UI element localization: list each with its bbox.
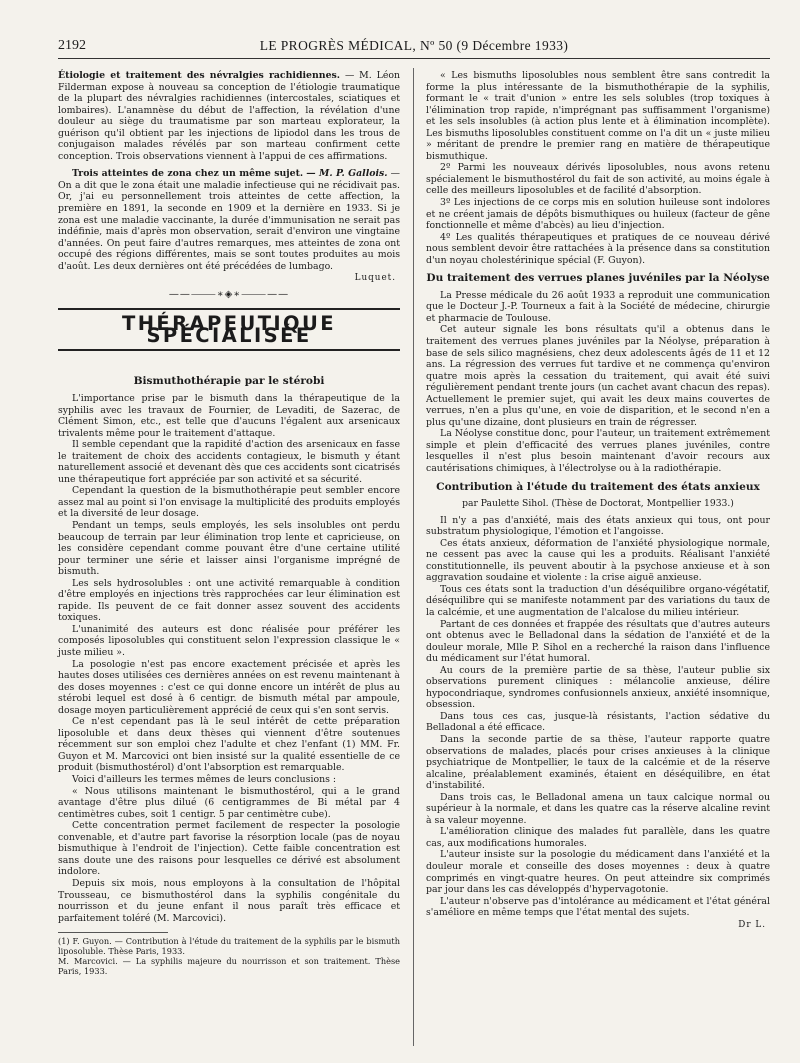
paragraph: Cet auteur signale les bons résultats qu'il a obtenus dans le traitement des verrues planes juvéniles par la Néolyse, préparation à base de sels silico magnésiens, chez deux adolescents âgés de 11 et 12 ans. La régression des verrues fut tardive et ne commença qu'environ quatre mois après la cessation du traitement, qui avait été suivi régulièrement pendant trente jours (un cachet avant chacun des repas). Actuellement le premier sujet, qui avait les deux mains couvertes de verrues, n'en a plus qu'une, en voie de disparition, et le second n'en a plus qu'une dizaine, dont plusieurs en train de régresser. (426, 324, 770, 428)
paragraph: Cette concentration permet facilement de respecter la posologie convenable, et d'autre part favorise la résorption locale (pas de noyau bismuthique à l'endroit de l'injection). Cette faible concentration est sans doute une des raisons pour lesquelles ce dérivé est absolument indolore. (58, 820, 400, 878)
paragraph: 2º Parmi les nouveaux dérivés liposolubles, nous avons retenu spécialement le bismuthostérol du fait de son activité, au moins égale à celle des meilleurs liposolubles et de facilité d'absorption. (426, 162, 770, 197)
paragraph: Ces états anxieux, déformation de l'anxiété physiologique normale, ne cessent pas avec la cause qui les a produits. Réalisant l'anxiété constitutionnelle, ils peuvent aboutir à la psychose anxieuse et à son aggravation soudaine et violente : la crise aiguë anxieuse. (426, 537, 770, 584)
article-title-verrues: Du traitement des verrues planes juvéniles par la Néolyse (426, 272, 770, 285)
paragraph: Dans la seconde partie de sa thèse, l'auteur rapporte quatre observations de malades, placés pour crises anxieuses à la clinique psychiatrique de Montpellier, le taux de la calcémie et de la réserve alcaline, préalablement examinés, étaient en déséquilibre, en état d'instabilité. (426, 733, 770, 792)
article-body-bismuth (58, 393, 400, 924)
paragraph: L'auteur n'observe pas d'intolérance au médicament et l'état général s'améliore en même temps que l'état mental des sujets. (426, 895, 770, 919)
footnote: (1) F. Guyon. — Contribution à l'étude du traitement de la syphilis par le bismuth liposoluble. Thèse Paris, 1933. (58, 936, 400, 957)
paragraph: L'amélioration clinique des malades fut parallèle, dans les quatre cas, aux modifications humorales. (426, 826, 770, 849)
footnote-rule (58, 932, 168, 933)
right-column (426, 70, 770, 933)
article-byline: par Paulette Sihol. (Thèse de Doctorat, Montpellier 1933.) (462, 498, 734, 510)
paragraph: « Les bismuths liposolubles nous semblent être sans contredit la forme la plus intéressante de la bismuthothérapie de la syphilis, formant le « trait d'union » entre les sels solubles (trop toxiques à l'élimination trop rapide, n'imprégnant pas suffisamment l'organisme) et les sels insolubles (à action plus lente et à élimination incomplète). Les bismuths liposolubles constituent comme on l'a dit un « juste milieu » méritant de prendre le premier rang en matière de thérapeutique bismuthique. (426, 70, 770, 162)
paragraph: Tous ces états sont la traduction d'un déséquilibre organo-végétatif, déséquilibre qui se manifeste notamment par des variations du taux de la calcémie, et une augmentation de l'alcalose du milieu intérieur. (426, 583, 770, 618)
paragraph: 3º Les injections de ce corps mis en solution huileuse sont indolores et ne créent jamais de dépôts bismuthiques ou huileux (facteur de gêne fonctionnelle et même d'abcès) au lieu d'injection. (426, 197, 770, 232)
paragraph: Cependant la question de la bismuthothérapie peut sembler encore assez mal au point si l'on envisage la multiplicité des produits employés et la diversité de leur dosage. (58, 485, 400, 520)
paragraph: L'auteur insiste sur la posologie du médicament dans l'anxiété et la douleur morale et conseille des doses moyennes : deux à quatre comprimés en vingt-quatre heures. On peut atteindre six comprimés par jour dans les cas développés d'hypervagotonie. (426, 849, 770, 896)
journal-page (58, 38, 770, 1048)
article-body-anxieux (426, 515, 770, 919)
article-title-bismuth: Bismuthothérapie par le stérobi (133, 375, 325, 388)
section-zona: Trois atteintes de zona chez un même sujet. — M. P. Gallois. — On a dit que le zona était une maladie infectieuse qui ne récidivait pas. Or, j'ai eu personnellement trois atteintes de cette affection, la première en 1891, la seconde en 1909 et la dernière en 1933. Si je zona est une maladie vaccinante, la durée d'immunisation ne serait pas indéfinie, mais d'après mon observation, serait d'environ une vingtaine d'années. On peut faire d'autres remarques, mes atteintes de zona ont occupé des régions différentes, mais se sont toutes produites au mois d'août. Les deux dernières ont été précédées de lumbago. (58, 168, 400, 272)
paragraph: Partant de ces données et frappée des résultats que d'autres auteurs ont obtenus avec le Belladonal dans la sédation de l'anxiété et de la douleur morale, Mlle P. Sihol en a recherché la raison dans l'influence du médicament sur l'état humoral. (426, 618, 770, 665)
column-divider (413, 68, 414, 1046)
running-header (58, 38, 770, 60)
ornament-divider: ——⸻∗◈∗⸻—— (168, 288, 290, 300)
paragraph: L'importance prise par le bismuth dans la thérapeutique de la syphilis avec les travaux de Fournier, de Levaditi, de Sazerac, de Clément Simon, etc., est telle que d'aucuns l'égalent aux arsenicaux trivalents même pour le traitement d'attaque. (58, 392, 400, 439)
paragraph: Il semble cependant que la rapidité d'action des arsenicaux en fasse le traitement de choix des accidents contagieux, le bismuth y étant naturellement associé et devenant dès que ces accidents sont cicatrisés une thérapeutique fort appréciée par son activité et sa sécurité. (58, 439, 400, 485)
section-banner: THÉRAPEUTIQUE SPÉCIALISÉE (58, 308, 400, 351)
paragraph: La posologie n'est pas encore exactement précisée et après les hautes doses utilisées ces dernières années on est revenu maintenant à des doses moyennes : c'est ce qui donne encore un intérêt de plus au stérobi lequel est dosé à 6 centigr. de bismuth métal par ampoule, dosage moyen particulièrement apprécié de ceux qui s'en sont servis. (58, 658, 400, 716)
paragraph: Dans trois cas, le Belladonal amena un taux calcique normal ou supérieur à la normale, et dans les quatre cas la réserve alcaline revint à sa valeur moyenne. (426, 791, 770, 826)
page-number: 2192 (58, 38, 86, 53)
paragraph: Dans tous ces cas, jusque-là résistants, l'action sédative du Belladonal a été efficace. (426, 710, 770, 734)
paragraph: L'unanimité des auteurs est donc réalisée pour préférer les composés liposolubles qui constituent selon l'expression classique le « juste milieu ». (58, 623, 400, 659)
paragraph: Pendant un temps, seuls employés, les sels insolubles ont perdu beaucoup de terrain par leur élimination trop lente et capricieuse, on les considère cependant comme pouvant être d'une certaine utilité pour terminer une série et laisser ainsi l'organisme imprégné de bismuth. (58, 520, 400, 578)
left-column (58, 70, 400, 976)
signature-dr-l: Dr L. (738, 919, 766, 930)
paragraph: Ce n'est cependant pas là le seul intérêt de cette préparation liposoluble et dans deux thèses qui viennent d'être soutenues récemment sur son emploi chez l'adulte et chez l'enfant (1) MM. Fr. Guyon et M. Marcovici ont bien insisté sur la qualité essentielle de ce produit (bismuthostérol) d'ont l'absorption est remarquable. (58, 716, 400, 774)
paragraph: 4º Les qualités thérapeutiques et pratiques de ce nouveau dérivé nous semblent devoir être rattachées à la présence dans sa constitution d'un noyau cholestérinique spécial (F. Guyon). (426, 231, 770, 266)
signature-luquet: Luquet. (354, 273, 396, 284)
paragraph: La Presse médicale du 26 août 1933 a reproduit une communication que le Docteur J.-P. Tourneux a fait à la Société de médecine, chirurgie et pharmacie de Toulouse. (426, 289, 770, 324)
header-rule (58, 58, 770, 59)
paragraph: Au cours de la première partie de sa thèse, l'auteur publie six observations purement cliniques : mélancolie anxieuse, délire hypocondriaque, syndromes confusionnels anxieux, anxiété insomnique, obsession. (426, 664, 770, 711)
paragraph: « Nous utilisons maintenant le bismuthostérol, qui a le grand avantage d'être plus dilué (6 centigrammes de Bi métal par 4 centimètres cubes, soit 1 centigr. 5 par centimètre cube). (58, 785, 400, 820)
section-etiologie: Étiologie et traitement des névralgies rachidiennes. — M. Léon Filderman expose à nouveau sa conception de l'étiologie traumatique de la plupart des névralgies rachidiennes (intercostales, sciatiques et lombaires). L'anamnèse du début de l'affection, la révélation d'une douleur au siège du traumatisme par son marteau explorateur, la guérison qu'il obtient par les injections de lipiodol dans les trous de conjugaison malades révélés par son marteau confirment cette conception. Trois observations viennent à l'appui de ces affirmations. (58, 70, 400, 162)
paragraph: Il n'y a pas d'anxiété, mais des états anxieux qui tous, ont pour substratum physiologique, l'émotion et l'angoisse. (426, 514, 770, 538)
footnotes (58, 936, 400, 976)
paragraph: Depuis six mois, nous employons à la consultation de l'hôpital Trousseau, ce bismuthostérol dans la syphilis congénitale du nourrisson et du jeune enfant il nous paraît très efficace et parfaitement toléré (M. Marcovici). (58, 877, 400, 924)
paragraph: La Néolyse constitue donc, pour l'auteur, un traitement extrêmement simple et plein d'efficacité des verrues planes juvéniles, contre lesquelles il n'est plus besoin maintenant d'avoir recours aux cautérisations chimiques, à l'électrolyse ou à la radiothérapie. (426, 428, 770, 474)
bismuth-conclusions (426, 70, 770, 266)
article-body-verrues (426, 290, 770, 475)
footnote: M. Marcovici. — La syphilis majeure du nourrisson et son traitement. Thèse Paris, 1933. (58, 956, 400, 977)
article-title-anxieux: Contribution à l'étude du traitement des états anxieux (436, 480, 760, 493)
journal-title: LE PROGRÈS MÉDICAL, Nº 50 (9 Décembre 1933) (259, 38, 569, 53)
paragraph: Voici d'ailleurs les termes mêmes de leurs conclusions : (72, 774, 336, 786)
paragraph: Les sels hydrosolubles : ont une activité remarquable à condition d'être employés en injections très rapprochées car leur élimination est rapide. Ils peuvent de ce fait donner assez souvent des accidents toxiques. (58, 577, 400, 624)
